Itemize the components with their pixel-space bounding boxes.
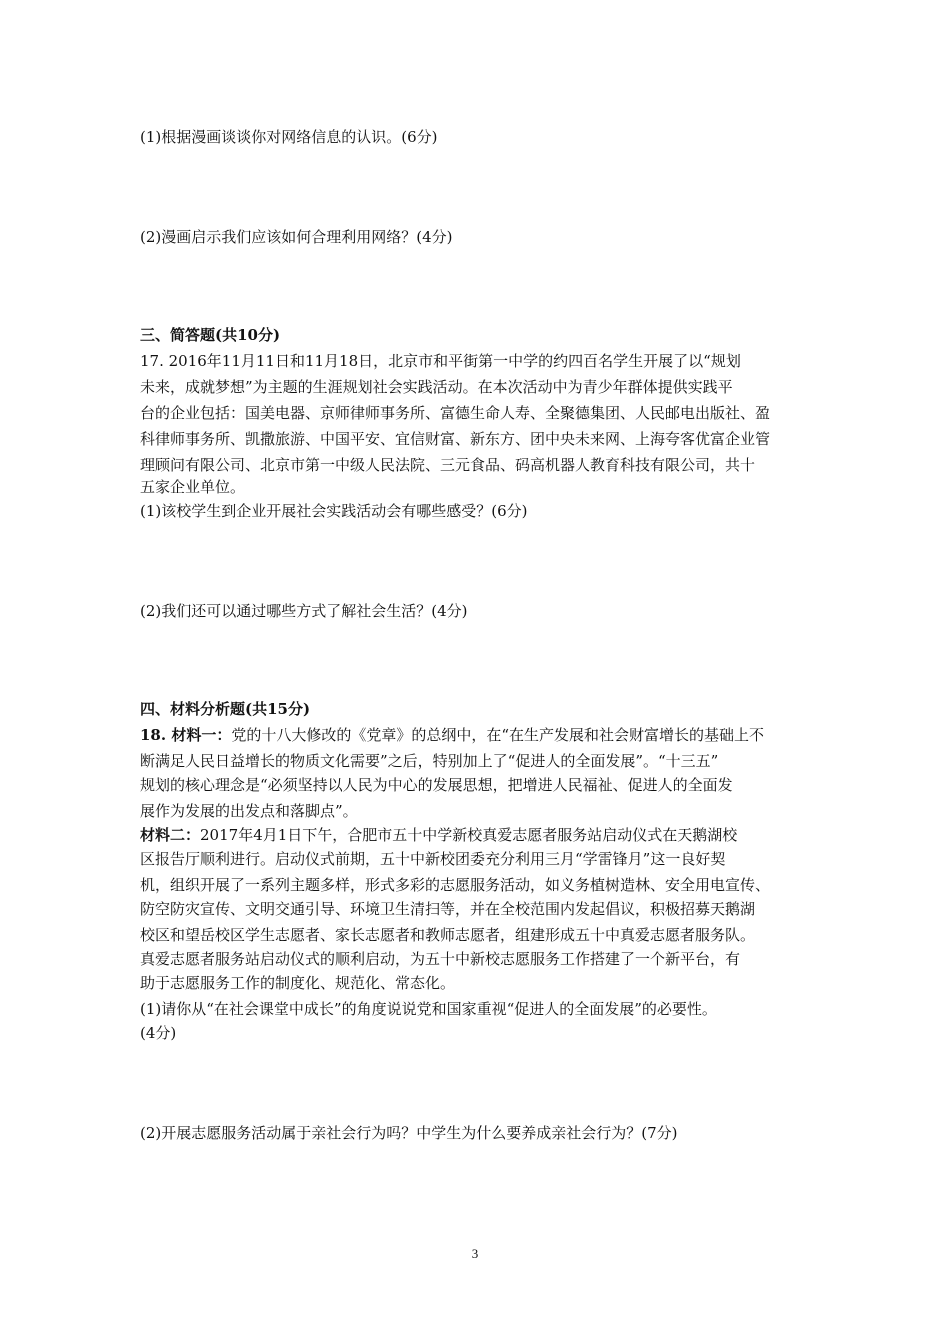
question-17-line: 五家企业单位。 bbox=[140, 478, 246, 496]
material-1-text: 党的十八大修改的《党章》的总纲中，在“在生产发展和社会财富增长的基础上不 bbox=[231, 726, 765, 744]
section-3-heading: 三、简答题(共10分) bbox=[140, 326, 281, 344]
question-17-line: 科律师事务所、凯撒旅游、中国平安、宜信财富、新东方、团中央未来网、上海夸客优富企业管 bbox=[140, 430, 771, 448]
material-2-line: 校区和望岳校区学生志愿者、家长志愿者和教师志愿者，组建形成五十中真爱志愿者服务队。 bbox=[140, 926, 756, 944]
material-2-line: 区报告厅顺利进行。启动仪式前期，五十中新校团委充分利用三月“学雷锋月”这一良好契 bbox=[140, 850, 726, 868]
question-17-line: 未来，成就梦想”为主题的生涯规划社会实践活动。在本次活动中为青少年群体提供实践平 bbox=[140, 378, 733, 396]
question-18-part-1-score: (4分) bbox=[140, 1024, 177, 1042]
material-2-line bbox=[140, 822, 816, 848]
page-number: 3 bbox=[471, 1246, 479, 1261]
material-1-line: 断满足人民日益增长的物质文化需要”之后，特别加上了“促进人的全面发展”。“十三五” bbox=[140, 752, 719, 770]
material-2-line: 助于志愿服务工作的制度化、规范化、常态化。 bbox=[140, 974, 456, 992]
material-2-line: 防空防灾宣传、文明交通引导、环境卫生清扫等，并在全校范围内发起倡议，积极招募天鹅湖 bbox=[140, 900, 756, 918]
material-2-label: 材料二： bbox=[140, 826, 201, 844]
material-2-line: 真爱志愿者服务站启动仪式的顺利启动，为五十中新校志愿服务工作搭建了一个新平台，有 bbox=[140, 950, 741, 968]
material-1-line: 展作为发展的出发点和落脚点”。 bbox=[140, 802, 358, 820]
material-2-line: 机，组织开展了一系列主题多样，形式多彩的志愿服务活动，如义务植树造林、安全用电宣传、 bbox=[140, 876, 771, 894]
question-17-line: 理顾问有限公司、北京市第一中级人民法院、三元食品、码高机器人教育科技有限公司，共十 bbox=[140, 456, 756, 474]
section-4-heading: 四、材料分析题(共15分) bbox=[140, 700, 311, 718]
question-18-part-1: (1)请你从“在社会课堂中成长”的角度说说党和国家重视“促进人的全面发展”的必要性。 bbox=[140, 1000, 717, 1018]
material-1-label: 18. 材料一： bbox=[140, 726, 232, 744]
question-17-part-1: (1)该校学生到企业开展社会实践活动会有哪些感受？(6分) bbox=[140, 502, 528, 520]
question-16-part-2: (2)漫画启示我们应该如何合理利用网络？(4分) bbox=[140, 228, 453, 246]
material-2-text: 2017年4月1日下午，合肥市五十中学新校真爱志愿者服务站启动仪式在天鹅湖校 bbox=[200, 826, 738, 844]
question-18-line bbox=[140, 722, 816, 748]
question-17-line: 台的企业包括：国美电器、京师律师事务所、富德生命人寿、全聚德集团、人民邮电出版社、盈 bbox=[140, 404, 771, 422]
question-16-part-1: (1)根据漫画谈谈你对网络信息的认识。(6分) bbox=[140, 128, 438, 146]
material-1-line: 规划的核心理念是“必须坚持以人民为中心的发展思想，把增进人民福祉、促进人的全面发 bbox=[140, 776, 733, 794]
question-17-part-2: (2)我们还可以通过哪些方式了解社会生活？(4分) bbox=[140, 602, 468, 620]
question-18-part-2: (2)开展志愿服务活动属于亲社会行为吗？中学生为什么要养成亲社会行为？(7分) bbox=[140, 1124, 678, 1142]
question-17-line: 17. 2016年11月11日和11月18日，北京市和平街第一中学的约四百名学生开展了以“规划 bbox=[140, 352, 741, 370]
